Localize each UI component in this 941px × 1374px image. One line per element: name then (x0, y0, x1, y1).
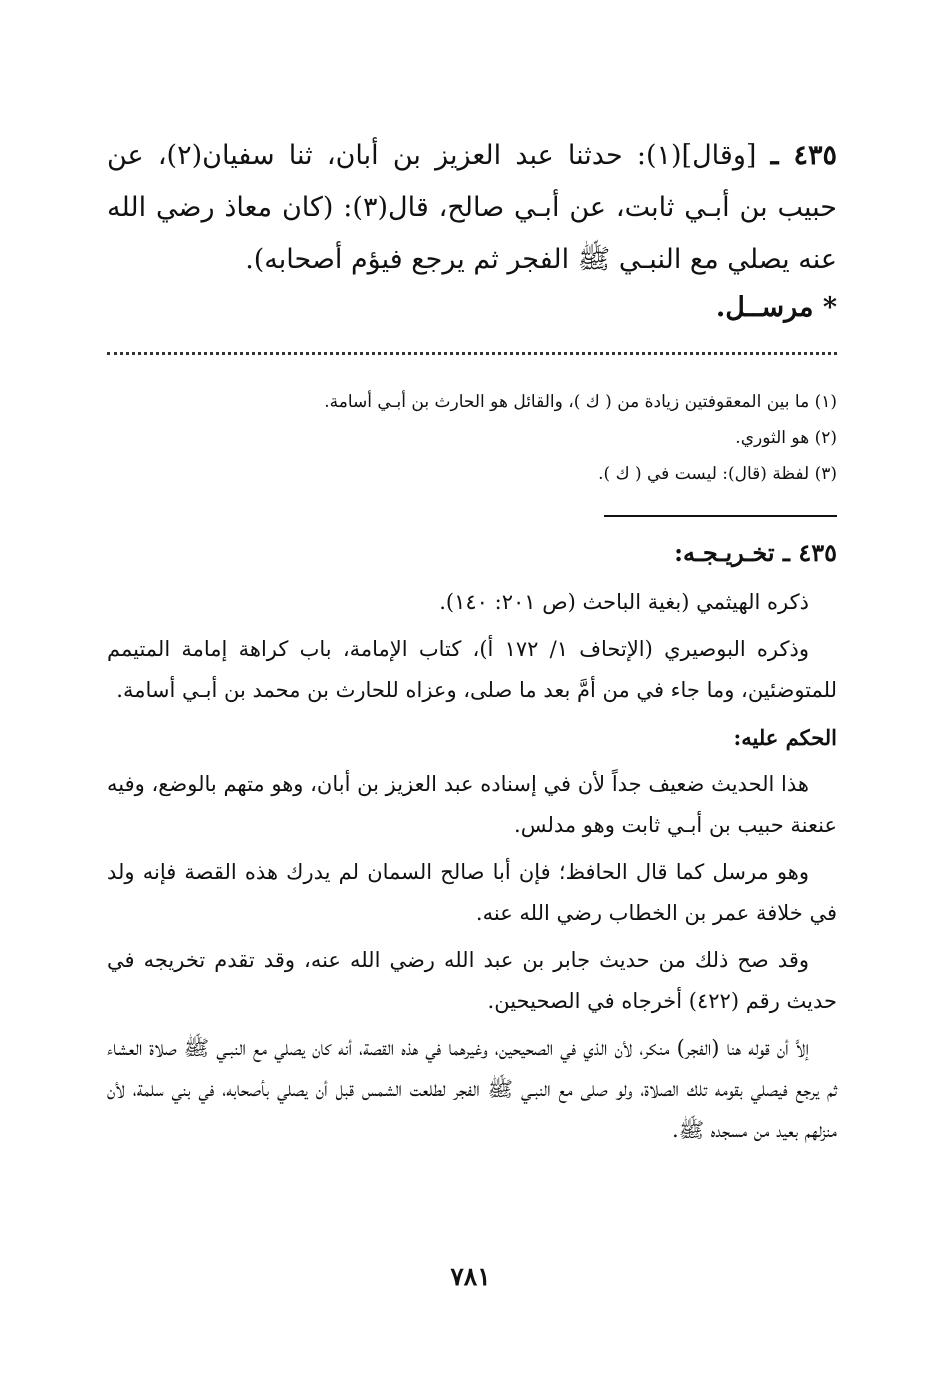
hadith-grade: * مرســل. (715, 292, 837, 323)
hukm-paragraph-3: وقد صح ذلك من حديث جابر بن عبد الله رضي الله عنه، وقد تقدم تخريجه في حديث رقم (٤٢٢) أخرجاه في الصحيحين. (107, 948, 837, 1013)
hukm-heading: الحكم عليه: (733, 725, 837, 750)
page-number: ٧٨١ (450, 1262, 491, 1291)
hadith-text: [وقال](١): حدثنا عبد العزيز بن أبان، ثنا سفيان(٢)، عن حبيب بن أبـي ثابت، عن أبـي صالح، قال(٣): (كان معاذ رضي الله عنه يصلي مع النبـي ﷺ الفجر ثم يرجع فيؤم أصحابه). (107, 140, 837, 275)
footnote-separator (107, 352, 837, 359)
hadith-number: ٤٣٥ ـ (770, 140, 837, 171)
hukm-paragraph-4: إلاَّ أن قوله هنا (الفجر) منكر، لأن الذي في الصحيحين، وغيرهما في هذه القصة، أنه كان يصلي مع النبـي ﷺ صلاة العشاء ثم يرجع فيصلي بقومه تلك الصلاة، ولو صلى مع النبـي ﷺ الفجر لطلعت الشمس قبل أن يصلي بأصحابه، في بني سلمة، لأن منزلهم بعيد من مسجده ﷺ. (107, 1036, 837, 1142)
hadith-paragraph (107, 130, 837, 286)
footnote-1: (١) ما بين المعقوفتين زيادة من ( ك )، والقائل هو الحارث بن أبـي أسامة. (324, 392, 837, 412)
footnote-3: (٣) لفظة (قال): ليست في ( ك ). (598, 464, 837, 484)
takhrij-paragraph-1: ذكره الهيثمي (بغية الباحث (ص ٢٠١: ١٤٠). (439, 590, 809, 614)
commentary (107, 582, 837, 1157)
hukm-paragraph-2: وهو مرسل كما قال الحافظ؛ فإن أبا صالح السمان لم يدرك هذه القصة فإنه ولد في خلافة عمر بن الخطاب رضي الله عنه. (107, 860, 837, 925)
section-divider (604, 515, 837, 517)
hadith-entry (107, 130, 837, 286)
footnotes (107, 384, 837, 492)
footnote-2: (٢) هو الثوري. (735, 428, 837, 448)
takhrij-heading: ٤٣٥ ـ تخـريـجـه: (674, 538, 837, 567)
hukm-paragraph-1: هذا الحديث ضعيف جداً لأن في إسناده عبد العزيز بن أبان، وهو متهم بالوضع، وفيه عنعنة حبيب بن أبـي ثابت وهو مدلس. (107, 772, 837, 837)
takhrij-paragraph-2: وذكره البوصيري (الإتحاف ١/ ١٧٢ أ)، كتاب الإمامة، باب كراهة إمامة المتيمم للمتوضئين، وما جاء في من أمَّ بعد ما صلى، وعزاه للحارث بن محمد بن أبـي أسامة. (107, 637, 837, 702)
